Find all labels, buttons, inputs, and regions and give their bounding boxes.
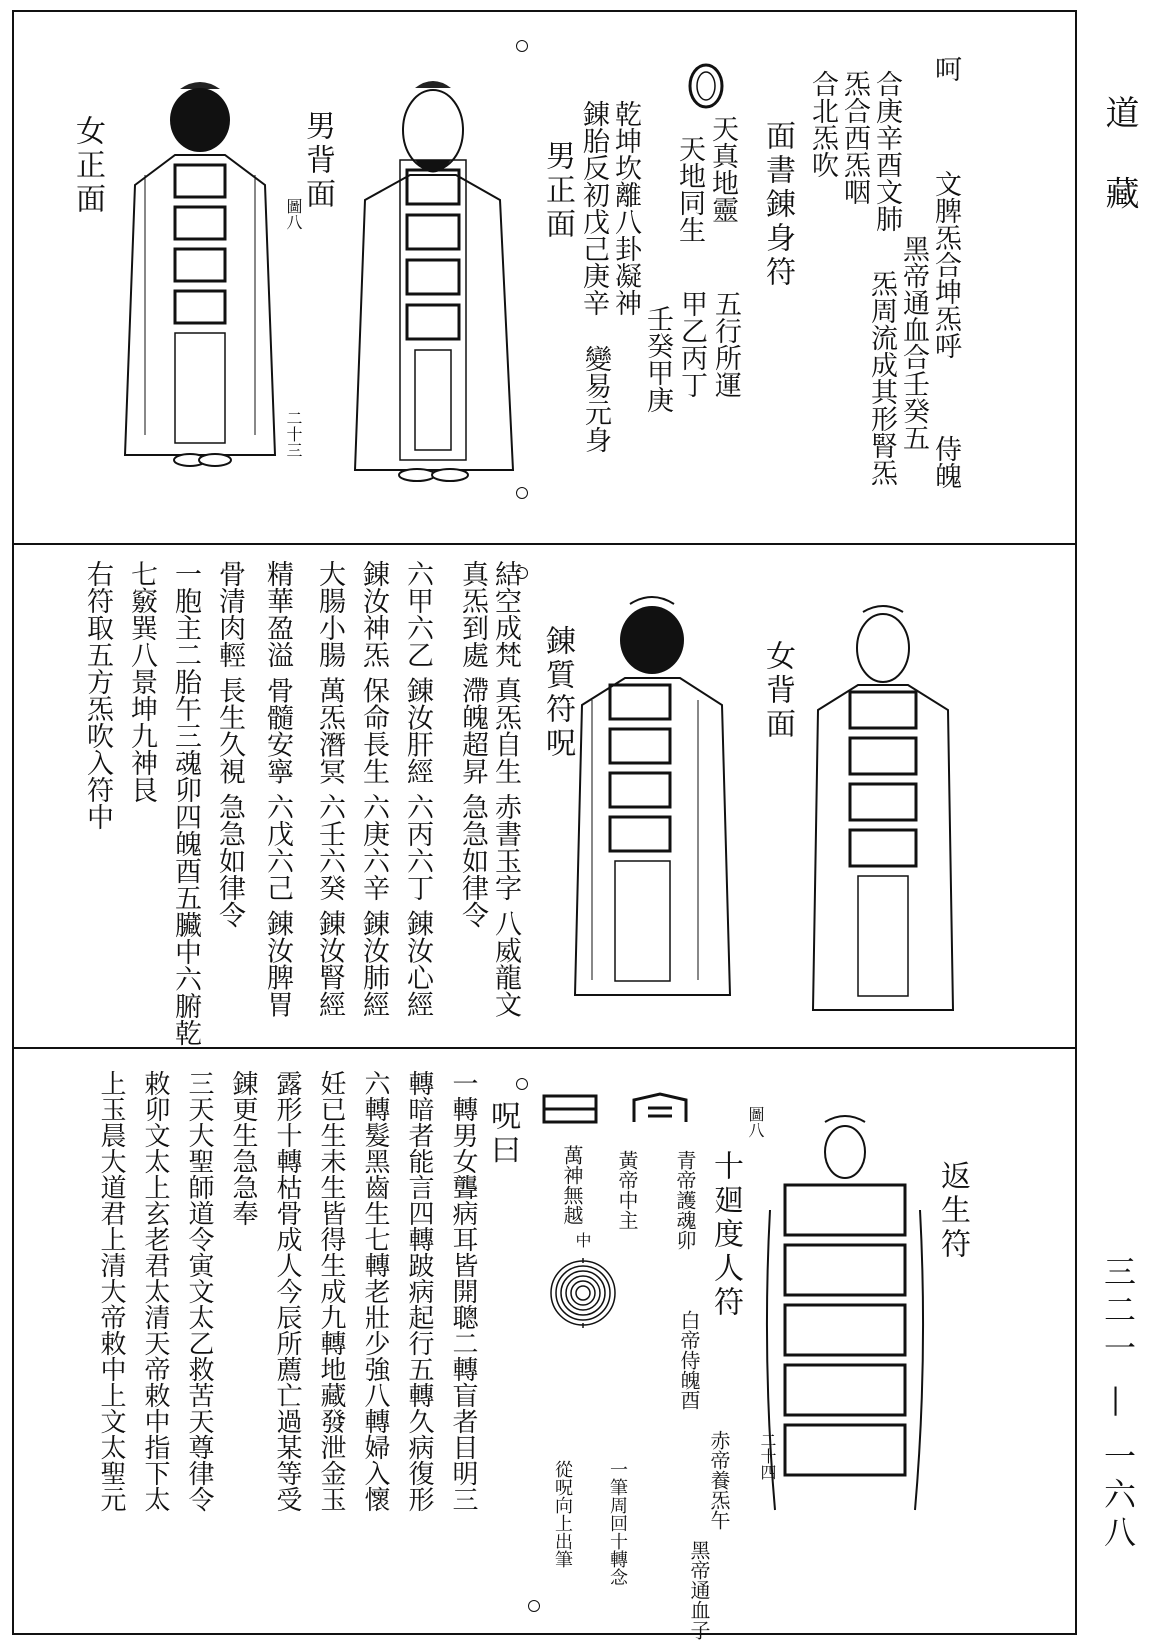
verse-column: 乾坤坎離八卦凝神 xyxy=(610,100,641,316)
text-column: 一轉男女聾病耳皆開聰二轉盲者目明三 xyxy=(448,1070,478,1512)
text-column: 文脾炁合坤炁呼 xyxy=(930,170,961,359)
yellow-emperor-talisman xyxy=(540,1092,600,1126)
margin-title: 道 藏 xyxy=(1099,95,1139,228)
incantation-label: 呪曰 xyxy=(485,1100,520,1168)
panel-divider-1 xyxy=(12,543,1077,545)
text-column: 六轉髮黑齒生七轉老壯少強八轉婦入懷 xyxy=(360,1070,390,1512)
text-column: 合北炁吹 xyxy=(807,70,838,178)
text-column: 錬更生急急奉 xyxy=(228,1070,258,1226)
text-column: 妊已生未生皆得生成九轉地藏發泄金玉 xyxy=(316,1070,346,1512)
binding-hole xyxy=(516,487,528,499)
text-column: 結空成梵 真炁自生 赤書玉字 八威龍文 xyxy=(490,560,521,1018)
text-column: 大腸小腸 萬炁潛冥 六壬六癸 錬汝腎經 xyxy=(314,560,345,1018)
text-column: 敕卯文太上玄老君太清天帝敕中指下太 xyxy=(140,1070,170,1512)
male-back-figure xyxy=(120,75,280,470)
verse-column: 一筆周回十轉念 xyxy=(607,1460,628,1586)
female-dark-hair-figure xyxy=(570,590,735,1010)
text-column: 錬汝神炁 保命長生 六庚六辛 錬汝肺經 xyxy=(358,560,389,1018)
text-column: 炁周流成其形腎炁 xyxy=(866,270,897,486)
figure-label-female-back: 女背面 xyxy=(760,640,795,742)
male-front-figure xyxy=(345,70,520,485)
text-column: 上玉晨大道君上清大帝敕中上文太聖元 xyxy=(96,1070,126,1512)
verse-column: 從呪向上出筆 xyxy=(552,1460,573,1568)
verse-column: 變易元身 xyxy=(580,345,611,453)
margin-page-number: 三二一 — 一六八 xyxy=(1099,1255,1137,1554)
verse-column: 萬神無越 xyxy=(560,1145,584,1225)
text-column: 侍魄 xyxy=(930,435,961,489)
text-column: 呵 xyxy=(930,55,961,82)
heading: 面書錬身符 xyxy=(760,120,795,290)
text-column: 露形十轉枯骨成人今辰所薦亡過某等受 xyxy=(272,1070,302,1512)
text-column: 炁合西炁咽 xyxy=(839,70,870,205)
small-note: 圖八 xyxy=(746,1106,765,1138)
spiral-center-label: 中 xyxy=(573,1232,592,1248)
verse-column: 黑帝通血子 xyxy=(687,1540,711,1640)
spiral-talisman xyxy=(548,1258,618,1328)
binding-hole xyxy=(516,1078,528,1090)
text-column: 三天大聖師道令寅文太乙救苦天尊律令 xyxy=(184,1070,214,1512)
heading: 錬質符呪 xyxy=(540,625,575,761)
text-column: 一胞主二胎午三魂卯四魄酉五臟中六腑乾 xyxy=(170,560,201,1046)
figure-label-female-front: 女正面 xyxy=(70,115,105,217)
verse-column: 天地同生 xyxy=(674,135,705,243)
text-column: 真炁到處 滯魄超昇 急急如律令 xyxy=(457,560,488,929)
verse-column: 甲乙丙丁 xyxy=(676,290,707,398)
verse-column: 五行所運 xyxy=(710,290,741,398)
text-column: 右符取五方炁吹入符中 xyxy=(82,560,113,830)
text-column: 黑帝通血合壬癸五 xyxy=(898,235,929,451)
verse-column: 錬胎反初戊己庚辛 xyxy=(578,100,609,316)
white-emperor-talisman xyxy=(630,1092,690,1126)
verse-column: 壬癸甲庚 xyxy=(642,305,673,413)
binding-hole xyxy=(528,1600,540,1612)
verse-column: 天真地靈 xyxy=(707,115,738,223)
figure-label-male-back: 男背面 xyxy=(300,110,335,212)
heading: 返生符 xyxy=(935,1160,970,1262)
return-life-talisman-figure xyxy=(760,1110,930,1530)
heading: 十廻度人符 xyxy=(708,1150,743,1320)
talisman-seal xyxy=(686,62,726,110)
text-column: 合庚辛酉文肺 xyxy=(871,70,902,232)
text-column: 骨清肉輕 長生久視 急急如律令 xyxy=(214,560,245,929)
small-note: 二十三 xyxy=(284,410,303,458)
verse-column: 赤帝養炁午 xyxy=(707,1430,731,1530)
verse-column: 黃帝中主 xyxy=(615,1150,639,1230)
text-column: 六甲六乙 錬汝肝經 六丙六丁 錬汝心經 xyxy=(402,560,433,1018)
panel-divider-2 xyxy=(12,1047,1077,1049)
small-note: 二十四 xyxy=(758,1432,777,1480)
text-column: 七竅巽八景坤九神艮 xyxy=(126,560,157,803)
text-column: 精華盈溢 骨髓安寧 六戊六己 錬汝脾胃 xyxy=(262,560,293,1018)
verse-column: 青帝護魂卯 xyxy=(673,1150,697,1250)
female-back-figure xyxy=(808,600,958,1020)
small-note: 圖八 xyxy=(284,198,303,230)
text-column: 轉暗者能言四轉跛病起行五轉久病復形 xyxy=(404,1070,434,1512)
verse-column: 白帝侍魄酉 xyxy=(677,1310,701,1410)
binding-hole xyxy=(516,40,528,52)
figure-label-male-front: 男正面 xyxy=(540,140,575,242)
